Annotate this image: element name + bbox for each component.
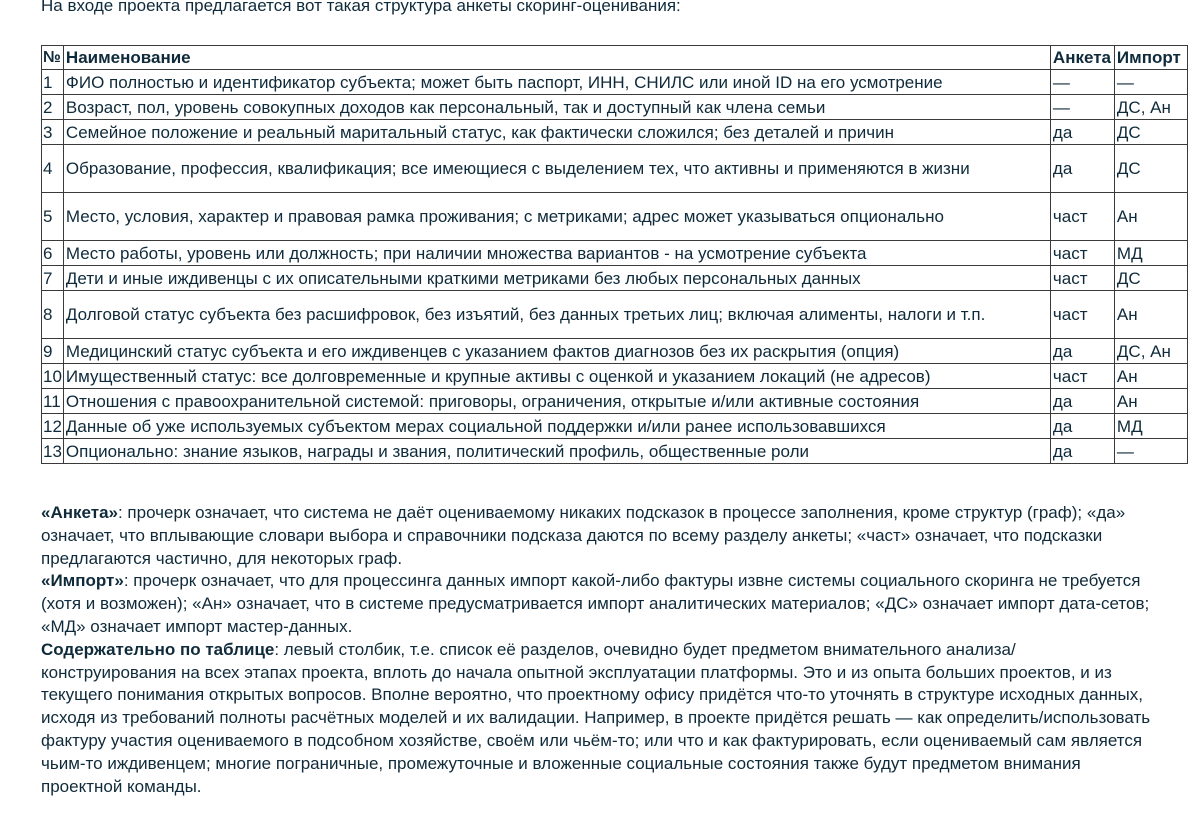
- row-anketa: да: [1050, 339, 1114, 364]
- row-anketa: част: [1050, 291, 1114, 339]
- table-row: [42, 193, 1188, 241]
- row-name: ФИО полностью и идентификатор субъекта; может быть паспорт, ИНН, СНИЛС или иной ID на его усмотрение: [63, 70, 1050, 95]
- row-anketa: да: [1050, 439, 1114, 464]
- row-import: Ан: [1114, 291, 1187, 339]
- summary-term: Содержательно по таблице: [41, 639, 275, 659]
- table-row: [42, 439, 1188, 464]
- header-anketa: Анкета: [1050, 46, 1114, 70]
- row-import: Ан: [1114, 193, 1187, 241]
- row-import: МД: [1114, 241, 1187, 266]
- row-anketa: част: [1050, 266, 1114, 291]
- header-import: Импорт: [1114, 46, 1187, 70]
- header-num: №: [42, 46, 64, 70]
- row-import: ДС: [1114, 120, 1187, 145]
- row-import: —: [1114, 70, 1187, 95]
- row-name: Долговой статус субъекта без расшифровок, без изъятий, без данных третьих лиц; включая алименты, налоги и т.п.: [63, 291, 1050, 339]
- legend-anketa-text: : прочерк означает, что система не даёт оцениваемому никаких подсказок в процессе заполнения, кроме структур (граф); «да» означает, что вплывающие словари выбора и справочники подсказа даются по всему разделу анкеты; «част» означает, что подсказки предлагаются частично, для некоторых граф.: [41, 503, 1126, 568]
- row-num: 6: [42, 241, 64, 266]
- row-name: Место работы, уровень или должность; при наличии множества вариантов - на усмотрение субъекта: [63, 241, 1050, 266]
- row-num: 8: [42, 291, 64, 339]
- table-row: [42, 291, 1188, 339]
- row-import: ДС, Ан: [1114, 95, 1187, 120]
- table-row: [42, 70, 1188, 95]
- row-name: Место, условия, характер и правовая рамка проживания; с метриками; адрес может указываться опционально: [63, 193, 1050, 241]
- row-anketa: да: [1050, 145, 1114, 193]
- row-anketa: да: [1050, 414, 1114, 439]
- legend-import-paragraph: [41, 570, 1151, 638]
- row-anketa: част: [1050, 193, 1114, 241]
- row-num: 11: [42, 389, 64, 414]
- row-import: —: [1114, 439, 1187, 464]
- row-num: 3: [42, 120, 64, 145]
- legend-import-term: «Импорт»: [41, 571, 124, 591]
- table-row: [42, 266, 1188, 291]
- row-name: Отношения с правоохранительной системой: приговоры, ограничения, открытые и/или активные состояния: [63, 389, 1050, 414]
- table-row: [42, 241, 1188, 266]
- summary-paragraph: [41, 639, 1151, 799]
- table-row: [42, 120, 1188, 145]
- summary-text: : левый столбик, т.е. список её разделов, очевидно будет предметом внимательного анализа/конструирования на всех этапах проекта, вплоть до начала опытной эксплуатации платформы. Это и из опыта больших проектов, и из текущего понимания открытых вопросов. Вполне вероятно, что проектному офису придётся что-то уточнять в структуре исходных данных, исходя из требований полноты расчётных моделей и их валидации. Например, в проекте придётся решать — как определить/использовать фактуру участия оцениваемого в подсобном хозяйстве, своём или чьём-то; или что и как фактурировать, если оцениваемый сам является чьим-то иждивенцем; многие пограничные, промежуточные и вложенные социальные состояния также будут предметом внимания проектной команды.: [41, 639, 1151, 796]
- scoring-structure-table: [41, 45, 1188, 464]
- row-num: 2: [42, 95, 64, 120]
- row-import: ДС: [1114, 145, 1187, 193]
- row-import: ДС: [1114, 266, 1187, 291]
- legend-import-text: : прочерк означает, что для процессинга данных импорт какой-либо фактуры извне системы социального скоринга не требуется (хотя и возможен); «Ан» означает, что в системе предусматривается импорт аналитических материалов; «ДС» означает импорт дата-сетов; «МД» означает импорт мастер-данных.: [41, 571, 1150, 636]
- row-num: 13: [42, 439, 64, 464]
- table-header-row: [42, 46, 1188, 70]
- row-num: 4: [42, 145, 64, 193]
- legend-section: [41, 502, 1151, 798]
- legend-anketa-term: «Анкета»: [41, 503, 118, 522]
- row-import: Ан: [1114, 364, 1187, 389]
- table-row: [42, 364, 1188, 389]
- row-name: Данные об уже используемых субъектом мерах социальной поддержки и/или ранее использовавшихся: [63, 414, 1050, 439]
- row-import: МД: [1114, 414, 1187, 439]
- row-anketa: —: [1050, 70, 1114, 95]
- row-name: Семейное положение и реальный маритальный статус, как фактически сложился; без деталей и причин: [63, 120, 1050, 145]
- row-num: 9: [42, 339, 64, 364]
- table-row: [42, 414, 1188, 439]
- row-anketa: част: [1050, 364, 1114, 389]
- header-name: Наименование: [63, 46, 1050, 70]
- intro-text: На входе проекта предлагается вот такая структура анкеты скоринг-оценивания:: [41, 0, 681, 15]
- row-anketa: —: [1050, 95, 1114, 120]
- row-num: 5: [42, 193, 64, 241]
- table-row: [42, 339, 1188, 364]
- row-name: Имущественный статус: все долговременные и крупные активы с оценкой и указанием локаций (не адресов): [63, 364, 1050, 389]
- row-anketa: част: [1050, 241, 1114, 266]
- row-name: Медицинский статус субъекта и его иждивенцев с указанием фактов диагнозов без их раскрытия (опция): [63, 339, 1050, 364]
- row-num: 12: [42, 414, 64, 439]
- row-name: Образование, профессия, квалификация; все имеющиеся с выделением тех, что активны и применяются в жизни: [63, 145, 1050, 193]
- row-num: 7: [42, 266, 64, 291]
- row-num: 10: [42, 364, 64, 389]
- row-name: Опционально: знание языков, награды и звания, политический профиль, общественные роли: [63, 439, 1050, 464]
- table-row: [42, 389, 1188, 414]
- legend-anketa-paragraph: [41, 502, 1151, 570]
- row-anketa: да: [1050, 389, 1114, 414]
- table-row: [42, 95, 1188, 120]
- table-row: [42, 145, 1188, 193]
- row-name: Дети и иные иждивенцы с их описательными краткими метриками без любых персональных данных: [63, 266, 1050, 291]
- row-import: Ан: [1114, 389, 1187, 414]
- row-num: 1: [42, 70, 64, 95]
- row-name: Возраст, пол, уровень совокупных доходов как персональный, так и доступный как члена семьи: [63, 95, 1050, 120]
- row-import: ДС, Ан: [1114, 339, 1187, 364]
- row-anketa: да: [1050, 120, 1114, 145]
